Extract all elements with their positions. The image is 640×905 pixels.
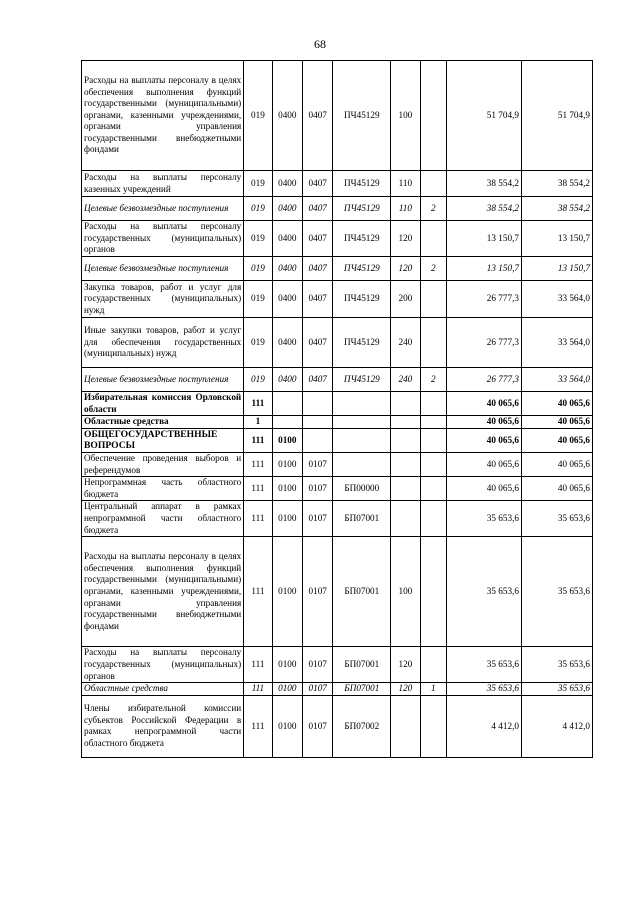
row-expense-type: 120 [391, 683, 420, 696]
row-amount-1: 26 777,3 [446, 318, 521, 368]
row-amount-1: 35 653,6 [446, 683, 521, 696]
row-subsection-code: 0107 [303, 647, 333, 683]
page-number: 68 [314, 37, 326, 51]
row-subsection-code: 0107 [303, 477, 333, 501]
row-amount-2: 40 065,6 [521, 452, 592, 476]
row-section-code [272, 392, 302, 416]
row-subsection-code: 0407 [303, 61, 333, 171]
row-amount-1: 4 412,0 [446, 695, 521, 757]
row-target-article: ПЧ45129 [333, 368, 391, 392]
table-row [82, 695, 593, 757]
row-name: Непрограммная часть областного бюджета [82, 477, 244, 501]
row-amount-1: 40 065,6 [446, 428, 521, 452]
row-amount-1: 40 065,6 [446, 452, 521, 476]
row-name: Целевые безвозмездные поступления [82, 197, 244, 221]
table-row [82, 171, 593, 197]
row-name: Расходы на выплаты персоналу государственных (муниципальных) органов [82, 647, 244, 683]
row-expense-type: 240 [391, 318, 420, 368]
budget-table [81, 60, 593, 758]
row-amount-2: 51 704,9 [521, 61, 592, 171]
table-row [82, 281, 593, 318]
table-row [82, 392, 593, 416]
row-grbs-code: 111 [244, 501, 272, 537]
row-grbs-code: 019 [244, 61, 272, 171]
row-amount-2: 40 065,6 [521, 392, 592, 416]
row-amount-2: 35 653,6 [521, 647, 592, 683]
row-amount-1: 40 065,6 [446, 477, 521, 501]
row-section-code [272, 416, 302, 429]
row-source-code [420, 221, 446, 257]
table-row [82, 318, 593, 368]
row-subsection-code [303, 392, 333, 416]
row-grbs-code: 019 [244, 257, 272, 281]
row-section-code: 0100 [272, 501, 302, 537]
row-expense-type: 120 [391, 221, 420, 257]
row-amount-2: 13 150,7 [521, 221, 592, 257]
row-amount-2: 40 065,6 [521, 416, 592, 429]
table-row [82, 477, 593, 501]
row-grbs-code: 111 [244, 647, 272, 683]
row-amount-2: 35 653,6 [521, 683, 592, 696]
row-amount-2: 35 653,6 [521, 537, 592, 647]
budget-table-body [82, 61, 593, 758]
row-source-code [420, 647, 446, 683]
row-name: Расходы на выплаты персоналу казенных учреждений [82, 171, 244, 197]
row-expense-type [391, 501, 420, 537]
row-name: Расходы на выплаты персоналу государственных (муниципальных) органов [82, 221, 244, 257]
row-amount-1: 51 704,9 [446, 61, 521, 171]
row-section-code: 0100 [272, 683, 302, 696]
row-expense-type: 100 [391, 61, 420, 171]
row-grbs-code: 111 [244, 392, 272, 416]
row-amount-2: 13 150,7 [521, 257, 592, 281]
row-target-article: БП07001 [333, 647, 391, 683]
row-source-code: 2 [420, 197, 446, 221]
row-section-code: 0400 [272, 171, 302, 197]
row-grbs-code: 1 [244, 416, 272, 429]
row-amount-1: 13 150,7 [446, 221, 521, 257]
table-row [82, 257, 593, 281]
row-subsection-code: 0407 [303, 257, 333, 281]
row-amount-2: 38 554,2 [521, 171, 592, 197]
row-name: Расходы на выплаты персоналу в целях обеспечения выполнения функций государственными (муниципальными) органами, казенными учреждениями, органами управления государственными внебюджетными фондами [82, 61, 244, 171]
row-target-article [333, 416, 391, 429]
row-amount-1: 38 554,2 [446, 171, 521, 197]
row-expense-type: 110 [391, 171, 420, 197]
row-section-code: 0400 [272, 197, 302, 221]
row-section-code: 0100 [272, 477, 302, 501]
row-subsection-code: 0407 [303, 368, 333, 392]
row-subsection-code: 0107 [303, 452, 333, 476]
row-target-article [333, 392, 391, 416]
row-section-code: 0400 [272, 368, 302, 392]
row-subsection-code: 0107 [303, 501, 333, 537]
row-target-article: ПЧ45129 [333, 318, 391, 368]
row-grbs-code: 019 [244, 318, 272, 368]
row-amount-1: 40 065,6 [446, 392, 521, 416]
row-grbs-code: 019 [244, 171, 272, 197]
row-source-code [420, 171, 446, 197]
row-target-article: БП07001 [333, 501, 391, 537]
table-row [82, 221, 593, 257]
row-section-code: 0400 [272, 61, 302, 171]
row-grbs-code: 019 [244, 197, 272, 221]
row-source-code: 1 [420, 683, 446, 696]
row-expense-type: 100 [391, 537, 420, 647]
row-amount-1: 13 150,7 [446, 257, 521, 281]
row-amount-2: 33 564,0 [521, 368, 592, 392]
row-amount-2: 38 554,2 [521, 197, 592, 221]
row-amount-2: 40 065,6 [521, 428, 592, 452]
row-subsection-code: 0407 [303, 171, 333, 197]
row-source-code [420, 61, 446, 171]
row-target-article: ПЧ45129 [333, 61, 391, 171]
row-source-code [420, 318, 446, 368]
row-section-code: 0400 [272, 221, 302, 257]
row-amount-1: 38 554,2 [446, 197, 521, 221]
row-target-article: ПЧ45129 [333, 281, 391, 318]
row-amount-1: 26 777,3 [446, 368, 521, 392]
row-name: Избирательная комиссия Орловской области [82, 392, 244, 416]
row-expense-type [391, 695, 420, 757]
row-amount-2: 4 412,0 [521, 695, 592, 757]
row-source-code [420, 428, 446, 452]
table-row [82, 647, 593, 683]
row-subsection-code: 0107 [303, 537, 333, 647]
row-name: Целевые безвозмездные поступления [82, 257, 244, 281]
table-row [82, 61, 593, 171]
row-amount-1: 40 065,6 [446, 416, 521, 429]
row-section-code: 0100 [272, 452, 302, 476]
row-expense-type: 110 [391, 197, 420, 221]
row-subsection-code: 0407 [303, 318, 333, 368]
row-grbs-code: 111 [244, 683, 272, 696]
row-expense-type [391, 416, 420, 429]
table-row [82, 537, 593, 647]
row-target-article: БП07001 [333, 683, 391, 696]
row-expense-type: 200 [391, 281, 420, 318]
row-source-code [420, 501, 446, 537]
row-subsection-code [303, 428, 333, 452]
row-name: Расходы на выплаты персоналу в целях обеспечения выполнения функций государственными (муниципальными) органами, казенными учреждениями, органами управления государственными внебюджетными фондами [82, 537, 244, 647]
row-subsection-code: 0407 [303, 197, 333, 221]
row-section-code: 0100 [272, 428, 302, 452]
row-name: Областные средства [82, 416, 244, 429]
row-section-code: 0100 [272, 537, 302, 647]
row-expense-type: 240 [391, 368, 420, 392]
table-row [82, 428, 593, 452]
row-expense-type [391, 452, 420, 476]
row-target-article [333, 428, 391, 452]
row-grbs-code: 111 [244, 477, 272, 501]
row-source-code [420, 281, 446, 318]
row-source-code: 2 [420, 368, 446, 392]
table-row [82, 197, 593, 221]
row-section-code: 0400 [272, 257, 302, 281]
row-grbs-code: 111 [244, 452, 272, 476]
row-amount-2: 35 653,6 [521, 501, 592, 537]
row-target-article: ПЧ45129 [333, 197, 391, 221]
row-expense-type: 120 [391, 647, 420, 683]
row-amount-2: 40 065,6 [521, 477, 592, 501]
row-name: Закупка товаров, работ и услуг для государственных (муниципальных) нужд [82, 281, 244, 318]
row-amount-1: 35 653,6 [446, 537, 521, 647]
row-section-code: 0400 [272, 281, 302, 318]
row-source-code [420, 537, 446, 647]
row-grbs-code: 111 [244, 537, 272, 647]
row-source-code [420, 416, 446, 429]
table-row [82, 452, 593, 476]
row-source-code [420, 477, 446, 501]
row-target-article: БП07002 [333, 695, 391, 757]
row-source-code: 2 [420, 257, 446, 281]
row-name: Иные закупки товаров, работ и услуг для обеспечения государственных (муниципальных) нужд [82, 318, 244, 368]
row-grbs-code: 111 [244, 428, 272, 452]
row-expense-type: 120 [391, 257, 420, 281]
row-section-code: 0100 [272, 647, 302, 683]
row-target-article: БП07001 [333, 537, 391, 647]
row-amount-2: 33 564,0 [521, 318, 592, 368]
table-row [82, 368, 593, 392]
table-row [82, 501, 593, 537]
row-grbs-code: 019 [244, 221, 272, 257]
row-target-article: ПЧ45129 [333, 257, 391, 281]
row-amount-1: 35 653,6 [446, 647, 521, 683]
row-name: Члены избирательной комиссии субъектов Российской Федерации в рамках непрограммной части областного бюджета [82, 695, 244, 757]
row-name: Обеспечение проведения выборов и референдумов [82, 452, 244, 476]
row-amount-1: 26 777,3 [446, 281, 521, 318]
table-row [82, 683, 593, 696]
row-source-code [420, 695, 446, 757]
row-expense-type [391, 392, 420, 416]
row-subsection-code: 0407 [303, 221, 333, 257]
row-grbs-code: 111 [244, 695, 272, 757]
row-source-code [420, 392, 446, 416]
row-grbs-code: 019 [244, 281, 272, 318]
row-target-article [333, 452, 391, 476]
row-name: ОБЩЕГОСУДАРСТВЕННЫЕ ВОПРОСЫ [82, 428, 244, 452]
row-subsection-code [303, 416, 333, 429]
row-amount-1: 35 653,6 [446, 501, 521, 537]
row-amount-2: 33 564,0 [521, 281, 592, 318]
row-name: Центральный аппарат в рамках непрограммной части областного бюджета [82, 501, 244, 537]
row-grbs-code: 019 [244, 368, 272, 392]
table-row [82, 416, 593, 429]
row-expense-type [391, 428, 420, 452]
row-subsection-code: 0107 [303, 683, 333, 696]
row-subsection-code: 0407 [303, 281, 333, 318]
row-target-article: ПЧ45129 [333, 221, 391, 257]
row-name: Целевые безвозмездные поступления [82, 368, 244, 392]
row-section-code: 0100 [272, 695, 302, 757]
row-expense-type [391, 477, 420, 501]
row-section-code: 0400 [272, 318, 302, 368]
row-subsection-code: 0107 [303, 695, 333, 757]
row-target-article: ПЧ45129 [333, 171, 391, 197]
row-source-code [420, 452, 446, 476]
row-name: Областные средства [82, 683, 244, 696]
row-target-article: БП00000 [333, 477, 391, 501]
